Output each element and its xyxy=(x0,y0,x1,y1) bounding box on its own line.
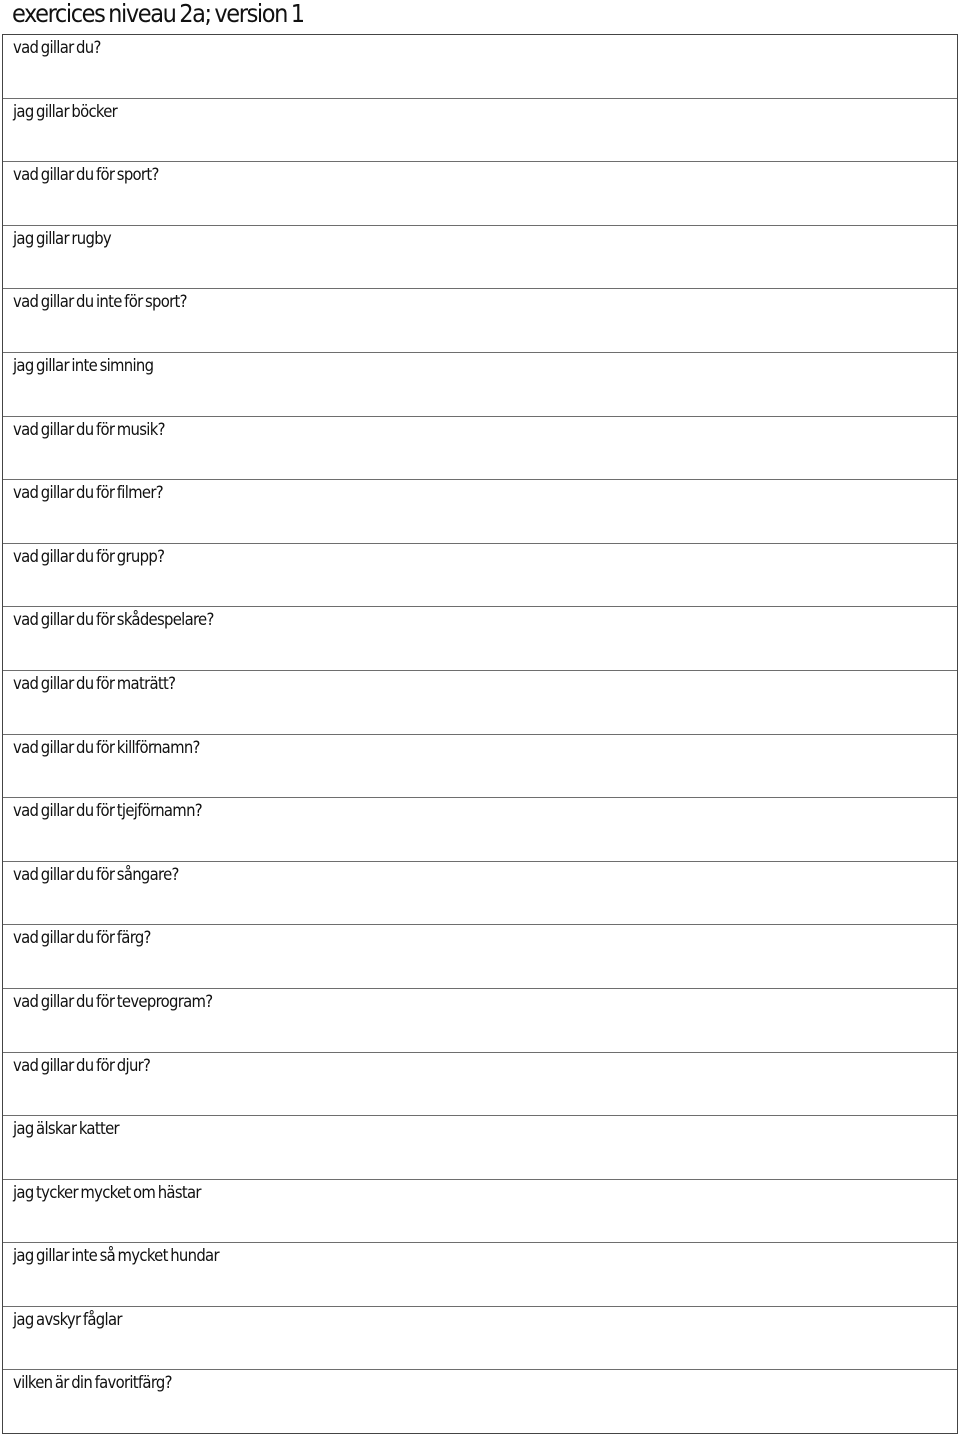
row-text: jag tycker mycket om hästar xyxy=(13,1182,201,1202)
table-row xyxy=(3,353,957,417)
table-row xyxy=(3,1307,957,1371)
page-title: exercices niveau 2a; version 1 xyxy=(12,0,304,28)
table-row xyxy=(3,607,957,671)
row-text: jag gillar inte så mycket hundar xyxy=(13,1246,219,1266)
table-row xyxy=(3,1370,957,1433)
row-text: vad gillar du för sångare? xyxy=(13,864,179,884)
row-text: jag avskyr fåglar xyxy=(13,1309,122,1329)
worksheet-table xyxy=(2,34,958,1434)
table-row xyxy=(3,1053,957,1117)
row-text: vad gillar du för grupp? xyxy=(13,546,165,566)
row-text: vad gillar du för skådespelare? xyxy=(13,610,214,630)
table-row xyxy=(3,544,957,608)
table-row xyxy=(3,798,957,862)
table-row xyxy=(3,989,957,1053)
row-text: vad gillar du för filmer? xyxy=(13,483,163,503)
table-row xyxy=(3,35,957,99)
table-row xyxy=(3,862,957,926)
row-text: vad gillar du för musik? xyxy=(13,419,165,439)
row-text: vad gillar du? xyxy=(13,38,101,57)
table-row xyxy=(3,1180,957,1244)
table-row xyxy=(3,99,957,163)
row-text: vad gillar du för killförnamn? xyxy=(13,737,200,757)
row-text: jag gillar böcker xyxy=(13,101,118,121)
row-text: jag älskar katter xyxy=(13,1119,119,1139)
table-row xyxy=(3,1243,957,1307)
row-text: vad gillar du för färg? xyxy=(13,928,151,948)
table-row xyxy=(3,925,957,989)
table-row xyxy=(3,289,957,353)
row-text: vad gillar du för maträtt? xyxy=(13,673,176,693)
row-text: vad gillar du för djur? xyxy=(13,1055,151,1075)
row-text: jag gillar rugby xyxy=(13,228,112,248)
table-row xyxy=(3,162,957,226)
row-text: jag gillar inte simning xyxy=(13,355,154,375)
row-text: vad gillar du inte för sport? xyxy=(13,292,187,312)
row-text: vad gillar du för tjejförnamn? xyxy=(13,801,202,821)
row-text: vad gillar du för sport? xyxy=(13,165,159,185)
table-row xyxy=(3,417,957,481)
table-row xyxy=(3,1116,957,1180)
table-row xyxy=(3,735,957,799)
table-row xyxy=(3,226,957,290)
table-row xyxy=(3,671,957,735)
table-row xyxy=(3,480,957,544)
row-text: vilken är din favoritfärg? xyxy=(13,1373,172,1393)
row-text: vad gillar du för teveprogram? xyxy=(13,991,213,1011)
